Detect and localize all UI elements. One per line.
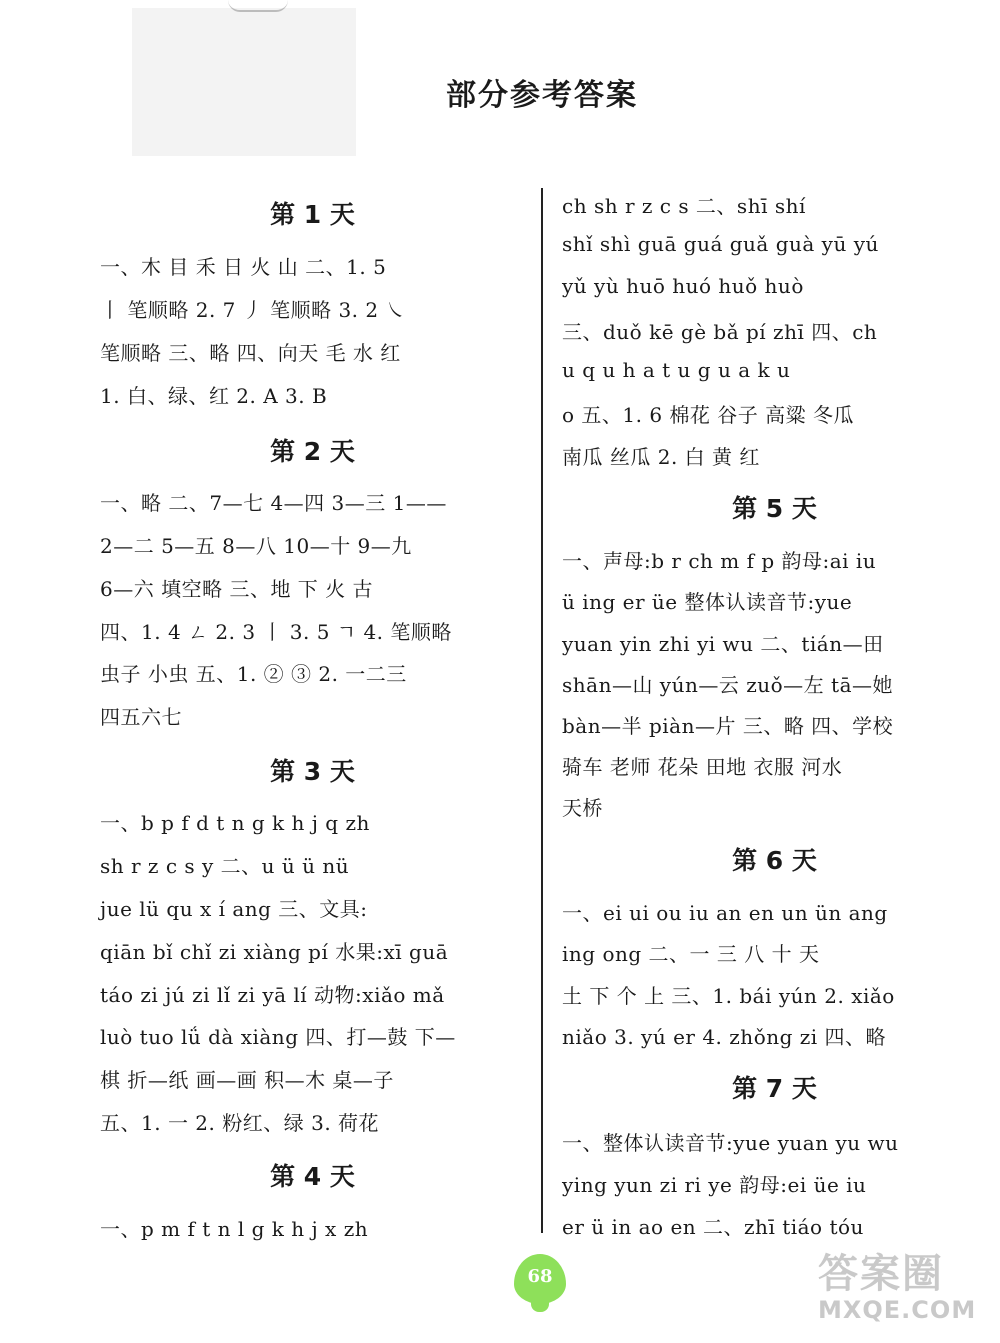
answer-line: qiān bǐ chǐ zi xiàng pí 水果:xī guā	[100, 940, 449, 964]
page-number-badge-stem	[531, 1300, 549, 1312]
answer-line: niǎo 3. yú er 4. zhǒng zi 四、略	[562, 1025, 887, 1049]
answer-line: 三、duǒ kē gè bǎ pí zhī 四、ch	[562, 320, 878, 344]
answer-line: o 五、1. 6 棉花 谷子 高粱 冬瓜	[562, 403, 854, 427]
answer-line: 五、1. 一 2. 粉红、绿 3. 荷花	[100, 1111, 380, 1135]
answer-line: er ü in ao en 二、zhī tiáo tóu	[562, 1215, 864, 1239]
answer-line: u q u h a t u g u a k u	[562, 358, 791, 382]
day-heading: 第 7 天	[732, 1074, 817, 1103]
day-heading: 第 3 天	[270, 757, 355, 786]
answer-line: 丨 笔顺略 2. 7 丿 笔顺略 3. 2 ㇏	[100, 298, 406, 322]
answer-line: 一、p m f t n l g k h j x zh	[100, 1217, 369, 1241]
answer-line: shǐ shì guā guá guǎ guà yū yú	[562, 232, 879, 256]
answer-line: 虫子 小虫 五、1. ② ③ 2. 一二三	[100, 662, 407, 686]
answer-line: 2—二 5—五 8—八 10—十 9—九	[100, 534, 412, 558]
answer-line: 棋 折—纸 画—画 积—木 桌—子	[100, 1068, 394, 1092]
answer-line: 天桥	[562, 796, 603, 820]
answer-line: 一、b p f d t n g k h j q zh	[100, 811, 370, 835]
answer-line: 骑车 老师 花朵 田地 衣服 河水	[562, 755, 843, 779]
answer-line: ing ong 二、一 三 八 十 天	[562, 942, 820, 966]
watermark-logo: 答案圈	[818, 1251, 944, 1297]
answer-line: 1. 白、绿、红 2. A 3. B	[100, 384, 328, 408]
answer-line: jue lü qu x í ang 三、文具:	[100, 897, 368, 921]
answer-line: 一、略 二、7—七 4—四 3—三 1——	[100, 491, 447, 515]
answer-line: 南瓜 丝瓜 2. 白 黄 红	[562, 445, 760, 469]
answer-line: yuan yin zhi yi wu 二、tián—田	[562, 632, 884, 656]
answer-line: luò tuo lǘ dà xiàng 四、打—鼓 下—	[100, 1025, 456, 1049]
answer-line: 一、声母:b r ch m f p 韵母:ai iu	[562, 549, 877, 573]
answer-line: bàn—半 piàn—片 三、略 四、学校	[562, 714, 894, 738]
left-column	[100, 0, 525, 1343]
page-title: 部分参考答案	[446, 78, 638, 113]
day-heading: 第 2 天	[270, 437, 355, 466]
answer-line: sh r z c s y 二、u ü ü nü	[100, 854, 350, 878]
day-heading: 第 6 天	[732, 846, 817, 875]
day-heading: 第 1 天	[270, 200, 355, 229]
column-divider	[541, 188, 543, 1233]
day-heading: 第 5 天	[732, 494, 817, 523]
answer-line: ü ing er üe 整体认读音节:yue	[562, 590, 853, 614]
answer-line: ch sh r z c s 二、shī shí	[562, 194, 806, 218]
answer-line: 一、木 目 禾 日 火 山 二、1. 5	[100, 255, 387, 279]
answer-line: 一、整体认读音节:yue yuan yu wu	[562, 1131, 899, 1155]
watermark	[818, 1252, 988, 1332]
day-heading: 第 4 天	[270, 1162, 355, 1191]
answer-line: ying yun zi ri ye 韵母:ei üe iu	[562, 1173, 867, 1197]
answer-line: 四、1. 4 ㄥ 2. 3 丨 3. 5 ㄱ 4. 笔顺略	[100, 620, 452, 644]
page-number-badge: 68	[514, 1254, 566, 1304]
answer-line: 四五六七	[100, 705, 182, 729]
answer-line: shān—山 yún—云 zuǒ—左 tā—她	[562, 673, 894, 697]
answer-line: 6—六 填空略 三、地 下 火 古	[100, 577, 374, 601]
answer-line: 土 下 个 上 三、1. bái yún 2. xiǎo	[562, 984, 895, 1008]
answer-line: táo zi jú zi lǐ zi yā lí 动物:xiǎo mǎ	[100, 983, 445, 1007]
watermark-domain: MXQE.COM	[818, 1296, 977, 1324]
answer-line: yǔ yù huō huó huǒ huò	[562, 274, 804, 298]
answer-line: 笔顺略 三、略 四、向天 毛 水 红	[100, 341, 401, 365]
answer-line: 一、ei ui ou iu an en un ün ang	[562, 901, 888, 925]
right-column	[562, 0, 987, 1343]
